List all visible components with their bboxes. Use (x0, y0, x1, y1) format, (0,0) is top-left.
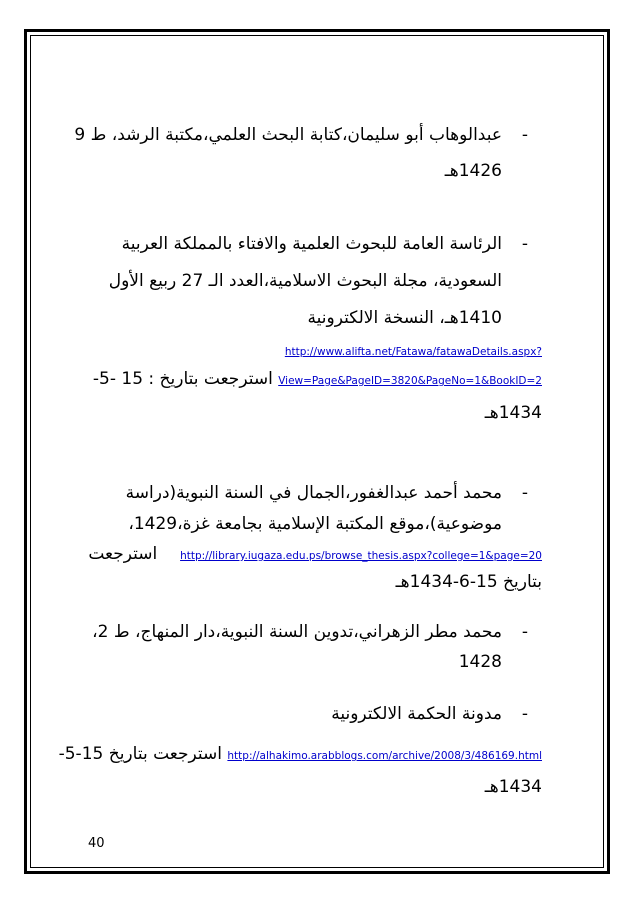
reference-5-year: 1434هـ (484, 777, 542, 797)
bullet-dash: - (521, 125, 528, 145)
reference-2-line-3: 1410هـ، النسخة الالكترونية (307, 308, 502, 328)
reference-2-line-2: السعودية، مجلة البحوث الاسلامية،العدد الـ 27 ربيع الأول (108, 271, 502, 291)
page-number: 40 (88, 836, 105, 851)
reference-4-line-1: محمد مطر الزهراني،تدوين السنة النبوية،دار المنهاج، ط 2، (92, 622, 502, 642)
reference-3-line-1: محمد أحمد عبدالغفور،الجمال في السنة النبوية(دراسة (125, 483, 502, 503)
bullet-dash: - (521, 622, 528, 642)
reference-2-year: 1434هـ (484, 403, 542, 423)
reference-4-line-2: 1428 (458, 652, 502, 672)
reference-2-retrieved: استرجعت بتاريخ : 15 -5- (92, 369, 273, 389)
reference-5-retrieved-line (59, 743, 542, 767)
reference-2-url-part-2[interactable]: View=Page&PageID=3820&PageNo=1&BookID=2 (278, 375, 542, 387)
reference-2-line-1: الرئاسة العامة للبحوث العلمية والافتاء بالمملكة العربية (121, 234, 502, 254)
reference-3-date: بتاريخ 15-6-1434هـ (395, 572, 542, 592)
reference-3-url[interactable]: http://library.iugaza.edu.ps/browse_thesis.aspx?college=1&page=20 (180, 550, 542, 562)
reference-3-retrieved: استرجعت (88, 544, 158, 564)
reference-3-line-2: موضوعية)،موقع المكتبة الإسلامية بجامعة غزة،1429، (128, 514, 502, 534)
reference-3-url-line (88, 543, 542, 567)
reference-1-line-2: 1426هـ (444, 161, 502, 181)
bullet-dash: - (521, 704, 528, 724)
reference-5-line-1: مدونة الحكمة الالكترونية (331, 704, 502, 724)
reference-2-url-part-1[interactable]: http://www.alifta.net/Fatawa/fatawaDetails.aspx? (284, 346, 542, 358)
reference-5-retrieved: استرجعت بتاريخ 15-5- (58, 744, 222, 764)
reference-5-url[interactable]: http://alhakimo.arabblogs.com/archive/2008/3/486169.html (227, 750, 542, 762)
bullet-dash: - (521, 483, 528, 503)
reference-2-retrieved-line (93, 368, 542, 392)
bullet-dash: - (521, 234, 528, 254)
reference-1-line-1: عبدالوهاب أبو سليمان،كتابة البحث العلمي،مكتبة الرشد، ط 9 (74, 125, 502, 145)
